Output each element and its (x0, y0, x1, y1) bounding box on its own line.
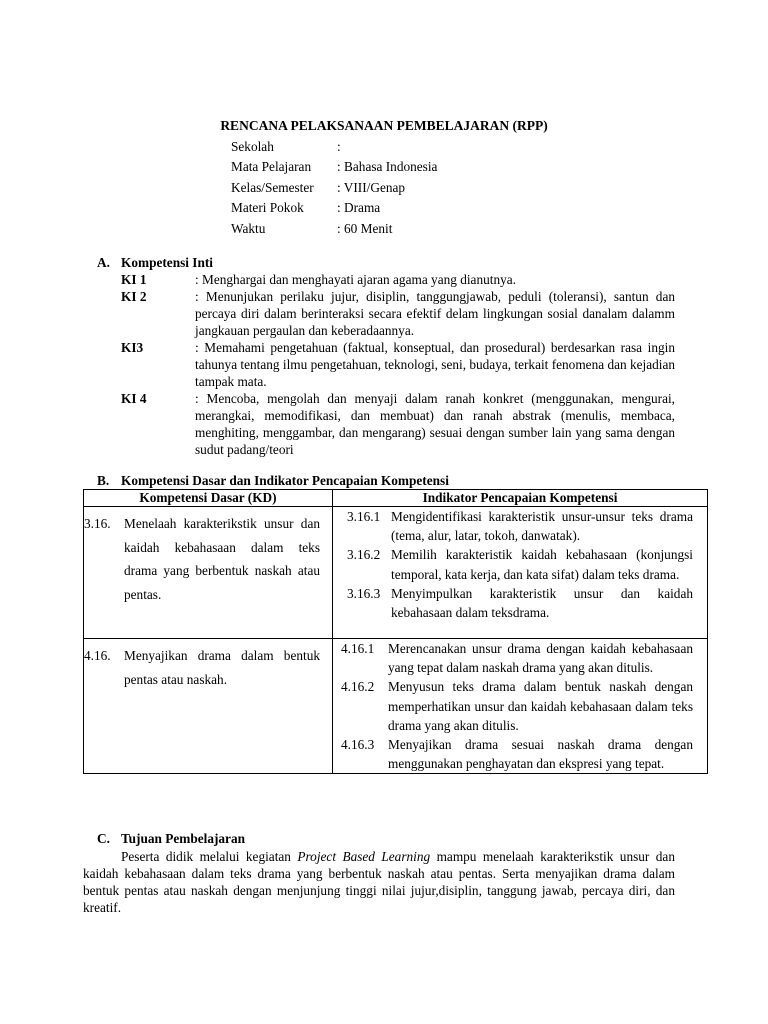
ki-text: : Mencoba, mengolah dan menyaji dalam ranah konkret (menggunakan, mengurai, merangkai, memodifikasi, dan membuat) dan ranah abstrak (menulis, membaca, menghiting, menggambar, dan mengarang) sesuai dengan sumber lain yang sama dengan sudut padang/teori (195, 391, 675, 457)
ki-label: KI 4 (121, 391, 147, 406)
column-header-kd: Kompetensi Dasar (KD) (84, 490, 333, 507)
kd-number: 3.16. (84, 516, 111, 531)
indicator-item (347, 584, 695, 622)
indicator-item (347, 545, 695, 583)
identity-row-class (231, 178, 437, 198)
identity-label: Kelas/Semester (231, 179, 314, 195)
objective-paragraph (83, 848, 675, 916)
ki-text: : Menunjukan perilaku jujur, disiplin, tanggungjawab, peduli (toleransi), santun dan percaya diri dalam berinteraksi secara efektif delam lingkungan sosial danalam dalamm jangkauan pergaulan dan keberadaannya. (195, 289, 675, 338)
indicator-number: 3.16.2 (347, 547, 381, 563)
table-row (84, 507, 708, 639)
identity-block (231, 137, 437, 239)
ki-list (121, 271, 675, 458)
identity-value: : Bahasa Indonesia (337, 159, 438, 175)
section-b-heading (97, 473, 449, 489)
ki-item (121, 288, 675, 339)
kd-number: 4.16. (84, 648, 111, 663)
indicator-number: 4.16.2 (341, 679, 375, 695)
identity-value: : 60 Menit (337, 220, 393, 236)
section-letter: B. (97, 473, 110, 488)
ki-item (121, 271, 675, 288)
objective-text: mampu menelaah karakterikstik unsur dan kaidah kebahasaan dalam teks drama yang berbentuk naskah atau pentas. Serta menyajikan drama dalam bentuk pentas atau naskah dengan menjunjung tinggi nilai jujur,disiplin, tanggung jawab, percaya diri, dan kreatif. (83, 849, 675, 915)
competency-table (83, 489, 708, 774)
kd-cell (84, 639, 333, 774)
section-title: Kompetensi Inti (121, 255, 213, 270)
section-title: Tujuan Pembelajaran (121, 831, 245, 846)
ki-label: KI 1 (121, 272, 147, 287)
indicator-item (347, 507, 695, 545)
indicator-text: Memilih karakteristik kaidah kebahasaan (konjungsi temporal, kata kerja, dan kata sifat) dalam teks drama. (391, 547, 693, 582)
indicator-number: 4.16.1 (341, 641, 375, 656)
ki-item (121, 339, 675, 390)
identity-label: Mata Pelajaran (231, 159, 312, 175)
identity-label: Materi Pokok (231, 200, 304, 216)
identity-row-topic (231, 198, 437, 218)
ki-label: KI 2 (121, 289, 147, 304)
section-letter: A. (97, 255, 110, 270)
indicator-item (341, 639, 695, 677)
indicator-item (341, 735, 695, 773)
ki-text: : Memahami pengetahuan (faktual, konseptual, dan prosedural) berdesarkan rasa ingin tahunya tentang ilmu pengetahuan, teknologi, seni, budaya, terkait fenomena dan kejadian tampak mata. (195, 340, 676, 389)
kd-cell (84, 507, 333, 639)
indicator-item (341, 677, 695, 735)
kd-text: Menyajikan drama dalam bentuk pentas atau naskah. (124, 648, 320, 687)
identity-label: Waktu (231, 220, 266, 236)
objective-method: Project Based Learning (297, 849, 431, 864)
document-title: RENCANA PELAKSANAAN PEMBELAJARAN (RPP) (220, 118, 548, 133)
indicator-cell (333, 507, 708, 639)
objective-text: Peserta didik melalui kegiatan (121, 849, 298, 864)
column-header-ipk: Indikator Pencapaian Kompetensi (333, 490, 708, 507)
identity-label: Sekolah (231, 139, 274, 154)
identity-row-time (231, 219, 437, 239)
ki-text: : Menghargai dan menghayati ajaran agama yang dianutnya. (195, 272, 516, 287)
indicator-text: Menyajikan drama sesuai naskah drama dengan menggunakan penghayatan dan ekspresi yang tepat. (388, 737, 693, 772)
kd-text: Menelaah karakterikstik unsur dan kaidah kebahasaan dalam teks drama yang berbentuk naskah atau pentas. (124, 516, 320, 602)
ki-item (121, 390, 675, 458)
learning-objective (83, 848, 675, 916)
section-letter: C. (97, 831, 110, 846)
identity-value: : VIII/Genap (337, 179, 406, 195)
ki-label: KI3 (121, 340, 144, 355)
indicator-number: 3.16.3 (347, 585, 381, 601)
indicator-number: 3.16.1 (347, 509, 381, 524)
identity-row-school (231, 137, 437, 157)
indicator-text: Merencanakan unsur drama dengan kaidah kebahasaan yang tepat dalam naskah drama yang akan ditulis. (388, 641, 693, 676)
indicator-cell (333, 639, 708, 774)
indicator-number: 4.16.3 (341, 737, 375, 753)
section-a-heading (97, 255, 213, 271)
section-c-heading (97, 831, 245, 847)
indicator-text: Mengidentifikasi karakteristik unsur-unsur teks drama (tema, alur, latar, tokoh, danwatak). (391, 509, 693, 544)
section-title: Kompetensi Dasar dan Indikator Pencapaian Kompetensi (121, 473, 449, 488)
identity-row-subject (231, 157, 437, 177)
identity-value: : Drama (337, 200, 381, 216)
indicator-text: Menyusun teks drama dalam bentuk naskah dengan memperhatikan unsur dan kaidah kebahasaan dalam teks drama yang akan ditulis. (388, 679, 693, 733)
table-row (84, 639, 708, 774)
identity-value: : (337, 139, 341, 154)
indicator-text: Menyimpulkan karakteristik unsur dan kaidah kebahasaan dalam teksdrama. (391, 585, 693, 621)
